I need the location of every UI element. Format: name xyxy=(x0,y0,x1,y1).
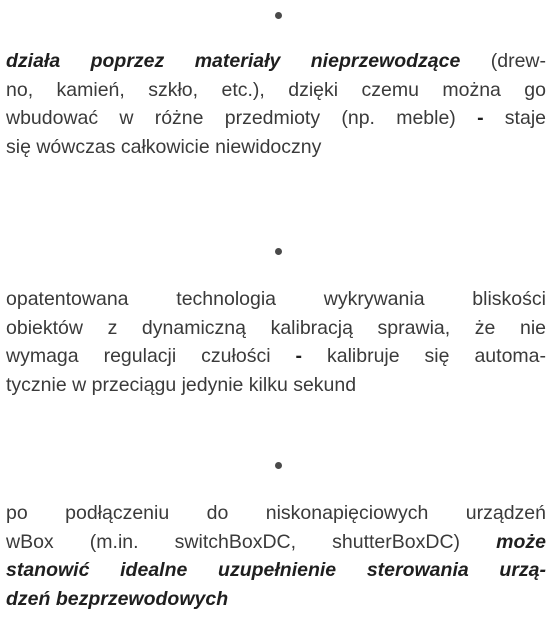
bullet-dot-3 xyxy=(275,462,282,469)
emphasis-text: działa poprzez materiały nieprzewodzące xyxy=(6,50,461,72)
emphasis-text: może xyxy=(496,530,546,553)
body-text: wbudować w różne przedmioty (np. meble) xyxy=(6,107,478,130)
paragraph-line xyxy=(6,314,546,343)
paragraph-line xyxy=(6,342,546,371)
body-text: opatentowana technologia wykrywania bliskości xyxy=(6,288,546,310)
paragraph-line xyxy=(6,285,546,314)
paragraph-line xyxy=(6,47,546,76)
body-text: obiektów z dynamiczną kalibracją sprawia, że nie xyxy=(6,316,546,339)
paragraph-line xyxy=(6,556,546,585)
bullet-dot-2 xyxy=(275,248,282,255)
body-text: tycznie w przeciągu jedynie kilku sekund xyxy=(6,373,357,396)
paragraph-line xyxy=(6,371,546,400)
paragraph-line xyxy=(6,585,546,614)
bullet-dot-1 xyxy=(275,12,282,19)
dash-separator: - xyxy=(477,107,484,130)
emphasis-text: stanowić idealne uzupełnienie sterowania urzą- xyxy=(6,559,546,582)
body-text: kalibruje się automa- xyxy=(302,345,546,368)
paragraph-line xyxy=(6,499,546,528)
paragraph-line xyxy=(6,528,546,557)
feature-paragraph-2 xyxy=(6,285,546,399)
feature-paragraph-1 xyxy=(6,47,546,161)
paragraph-line xyxy=(6,104,546,133)
paragraph-line xyxy=(6,133,546,162)
body-text: no, kamień, szkło, etc.), dzięki czemu można go xyxy=(6,78,546,101)
body-text: (drew- xyxy=(460,50,546,72)
emphasis-text: dzeń bezprzewodowych xyxy=(6,587,229,610)
feature-paragraph-3 xyxy=(6,499,546,613)
paragraph-line xyxy=(6,76,546,105)
body-text: po podłączeniu do niskonapięciowych urządzeń xyxy=(6,502,546,524)
body-text: staje xyxy=(483,107,546,130)
dash-separator: - xyxy=(295,345,302,368)
body-text: wymaga regulacji czułości xyxy=(6,345,296,368)
body-text: wBox (m.in. switchBoxDC, shutterBoxDC) xyxy=(6,530,497,553)
body-text: się wówczas całkowicie niewidoczny xyxy=(6,135,322,158)
